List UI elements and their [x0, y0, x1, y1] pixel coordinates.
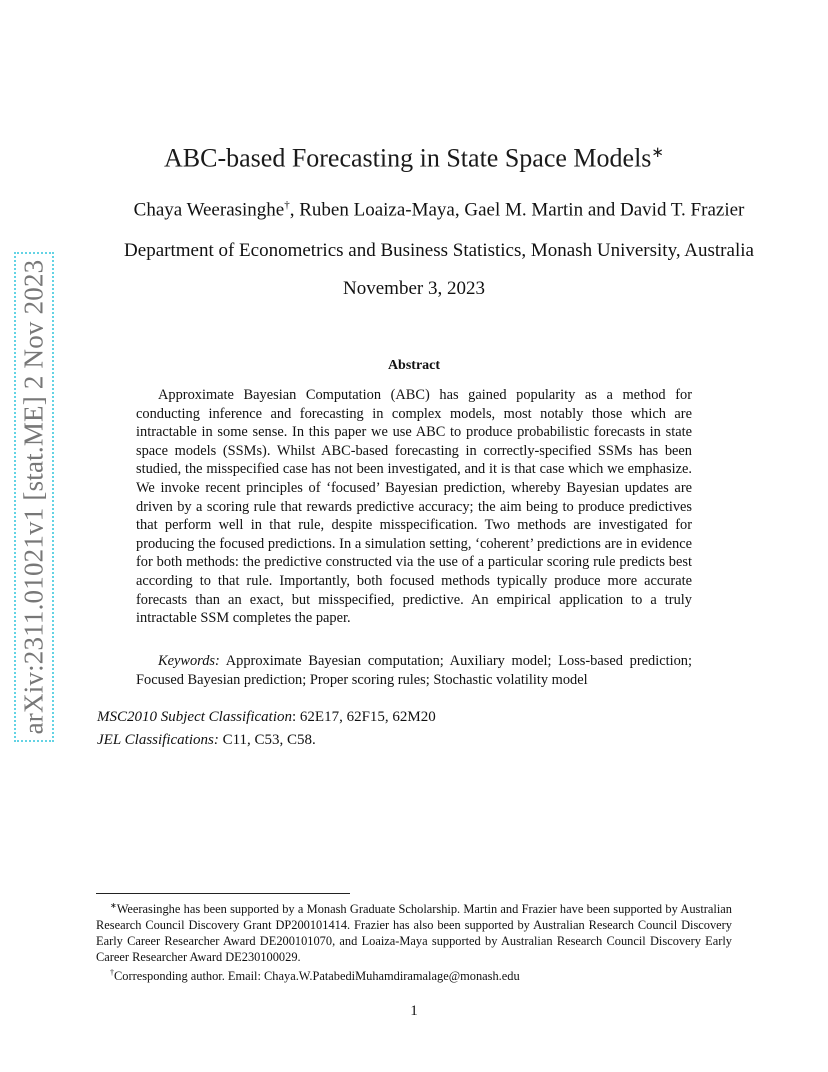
- other-authors: , Ruben Loaiza-Maya, Gael M. Martin and David T. Frazier: [289, 199, 745, 221]
- jel-codes: C11, C53, C58.: [222, 732, 316, 748]
- page-number: 1: [410, 1003, 418, 1019]
- affiliation: Department of Econometrics and Business Statistics, Monash University, Australia: [124, 240, 754, 261]
- msc-label: MSC2010 Subject Classification: [97, 709, 292, 725]
- author-list: [0, 199, 828, 221]
- footnote-corresponding-mark: †: [110, 968, 114, 978]
- footnote-corresponding: [96, 965, 732, 984]
- corresponding-author-mark: †: [284, 199, 290, 211]
- jel-label: JEL Classifications:: [97, 732, 219, 748]
- abstract-heading: Abstract: [387, 358, 441, 373]
- paper-title: [0, 143, 828, 174]
- first-author: Chaya Weerasinghe: [133, 199, 285, 221]
- paper-title-text: ABC-based Forecasting in State Space Models: [164, 143, 652, 173]
- abstract-body: Approximate Bayesian Computation (ABC) has gained popularity as a method for conducting inference and forecasting in complex models, most notably those which are intractable in some sense. In this paper we use ABC to produce probabilistic forecasts in state space models (SSMs). Whilst ABC-based forecasting in correctly-specified SSMs has been studied, the misspecified case has not been investigated, and it is that case which we emphasize. We invoke recent principles of ‘focused’ Bayesian prediction, whereby Bayesian updates are driven by a scoring rule that rewards predictive accuracy; the aim being to produce predictives that perform well in that rule, despite misspecification. Two methods are investigated for producing the focused predictions. In a simulation setting, ‘coherent’ predictions are in evidence for both methods: the predictive constructed via the use of a particular scoring rule predicts best according to that rule. Importantly, both focused methods typically produce more accurate forecasts than an exact, but misspecified, predictive. An empirical application to a truly intractable SSM completes the paper.: [136, 387, 692, 627]
- keywords-label: Keywords:: [158, 653, 220, 669]
- jel-classification: [97, 732, 737, 749]
- footnote-funding-mark: ∗: [110, 901, 117, 910]
- arxiv-stamp: [14, 252, 54, 742]
- msc-codes: : 62E17, 62F15, 62M20: [292, 709, 436, 725]
- footnotes: [96, 898, 732, 984]
- footnote-funding-text: Weerasinghe has been supported by a Monash Graduate Scholarship. Martin and Frazier have been supported by Australian Research Council Discovery Grant DP200101414. Frazier has also been supported by Australian Research Council Discovery Early Career Researcher Award DE200101070, and Loaiza-Maya supported by Australian Research Council Discovery Early Career Researcher Award DE230100029.: [96, 902, 732, 965]
- keywords: [136, 652, 692, 689]
- footnote-funding: [96, 898, 732, 965]
- footnote-corresponding-text: Corresponding author. Email: Chaya.W.PatabediMuhamdiramalage@monash.edu: [114, 969, 520, 984]
- footnote-rule: [96, 893, 350, 894]
- paper-date: November 3, 2023: [343, 278, 485, 299]
- title-footnote-mark: ∗: [651, 145, 664, 161]
- msc-classification: [97, 709, 737, 726]
- arxiv-stamp-text: arXiv:2311.01021v1 [stat.ME] 2 Nov 2023: [18, 259, 49, 735]
- keywords-text: Approximate Bayesian computation; Auxiliary model; Loss-based prediction; Focused Bayesian prediction; Proper scoring rules; Stochastic volatility model: [136, 653, 692, 688]
